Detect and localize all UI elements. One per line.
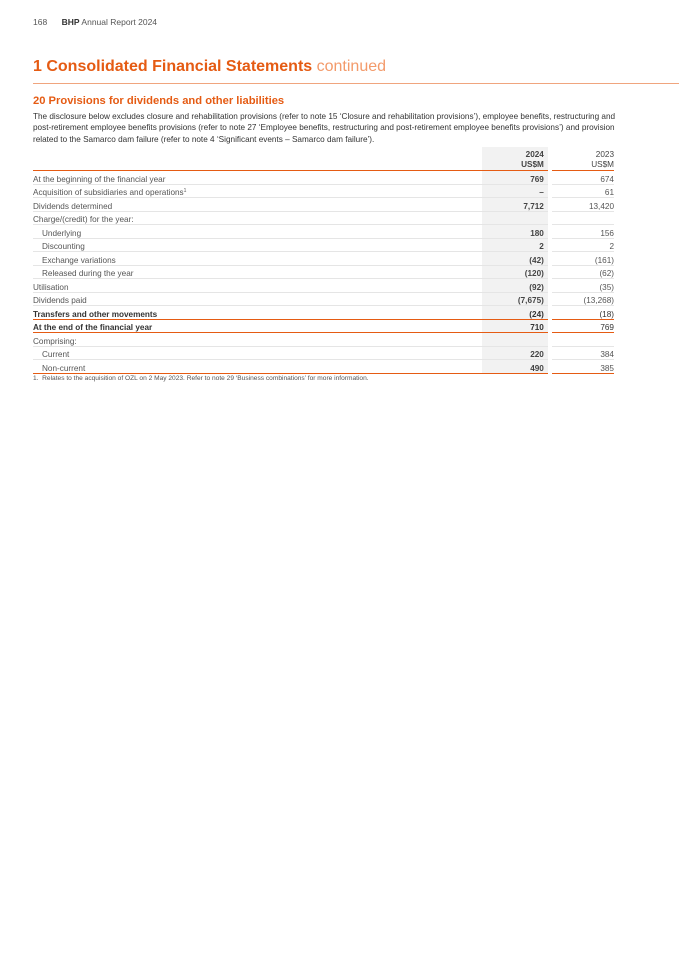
value-2024: (92)	[482, 279, 548, 293]
total-row	[33, 319, 614, 333]
value-2024	[482, 333, 548, 347]
value-2023: (13,268)	[552, 292, 614, 306]
value-2023: 769	[552, 319, 614, 333]
value-2023: 674	[552, 171, 614, 185]
page-title	[33, 58, 386, 76]
row-label: At the beginning of the financial year	[33, 171, 482, 185]
section-intro: The disclosure below excludes closure and rehabilitation provisions (refer to note 15 ‘Closure and rehabilitation provisions’), employee benefits, restructuring and post-retirement employee benefits provisions (refer to note 27 ‘Employee benefits, restructuring and post-retirement employee benefits provisions’) and provision related to the Samarco dam failure (refer to note 4 ‘Significant events – Samarco dam failure’).	[33, 112, 616, 144]
row-label: Non-current	[33, 360, 482, 374]
table-row	[33, 360, 614, 374]
value-2023: (35)	[552, 279, 614, 293]
table-row	[33, 225, 614, 239]
table-row	[33, 198, 614, 212]
value-2024	[482, 211, 548, 225]
label-column-header	[33, 147, 482, 171]
row-label: At the end of the financial year	[33, 319, 482, 333]
column-year-2024: 2024	[525, 150, 544, 159]
table-row	[33, 333, 614, 347]
table-row	[33, 252, 614, 266]
title-divider	[33, 83, 679, 84]
table-row	[33, 292, 614, 306]
value-2024: 2	[482, 238, 548, 252]
page-number: 168	[33, 17, 48, 27]
value-2024: 710	[482, 319, 548, 333]
row-label: Underlying	[33, 225, 482, 239]
row-label: Acquisition of subsidiaries and operations$^1$	[33, 184, 482, 198]
table-header-row	[33, 147, 614, 171]
table-row	[33, 238, 614, 252]
value-2023: (18)	[552, 306, 614, 320]
footnote-ref: 1	[183, 188, 187, 194]
value-2024: (120)	[482, 265, 548, 279]
value-2024: (24)	[482, 306, 548, 320]
section-heading: 20 Provisions for dividends and other liabilities	[33, 95, 285, 107]
footnote: 1. Relates to the acquisition of OZL on 2 May 2023. Refer to note 29 ‘Business combinations’ for more information.	[33, 375, 369, 382]
column-header-2023	[552, 147, 614, 171]
column-year-2023: 2023	[595, 150, 614, 159]
value-2024: (42)	[482, 252, 548, 266]
table-row	[33, 265, 614, 279]
page-title-continued: continued	[316, 58, 387, 75]
row-label: Transfers and other movements	[33, 306, 482, 320]
row-label: Comprising:	[33, 333, 482, 347]
value-2024: 180	[482, 225, 548, 239]
value-2023: (62)	[552, 265, 614, 279]
table-row	[33, 279, 614, 293]
row-label: Charge/(credit) for the year:	[33, 211, 482, 225]
value-2024: 490	[482, 360, 548, 374]
report-title: Annual Report 2024	[81, 17, 158, 27]
value-2023: 384	[552, 346, 614, 360]
value-2023: 385	[552, 360, 614, 374]
row-label: Utilisation	[33, 279, 482, 293]
value-2024: 220	[482, 346, 548, 360]
column-unit-2024: US$M	[521, 160, 544, 169]
value-2023: 156	[552, 225, 614, 239]
table-row	[33, 184, 614, 198]
value-2023	[552, 211, 614, 225]
table-row	[33, 346, 614, 360]
value-2023: 61	[552, 184, 614, 198]
value-2024: –	[482, 184, 548, 198]
value-2023	[552, 333, 614, 347]
value-2024: 769	[482, 171, 548, 185]
table-row	[33, 306, 614, 320]
table-row	[33, 211, 614, 225]
column-unit-2023: US$M	[591, 160, 614, 169]
page-title-main: 1 Consolidated Financial Statements	[33, 58, 313, 75]
row-label: Exchange variations	[33, 252, 482, 266]
value-2023: 13,420	[552, 198, 614, 212]
row-label: Current	[33, 346, 482, 360]
value-2024: (7,675)	[482, 292, 548, 306]
value-2023: (161)	[552, 252, 614, 266]
brand-name: BHP	[61, 17, 80, 27]
row-label: Released during the year	[33, 265, 482, 279]
value-2024: 7,712	[482, 198, 548, 212]
page-header	[33, 17, 157, 27]
column-header-2024	[482, 147, 548, 171]
row-label: Dividends paid	[33, 292, 482, 306]
value-2023: 2	[552, 238, 614, 252]
table-row	[33, 171, 614, 185]
row-label: Discounting	[33, 238, 482, 252]
row-label: Dividends determined	[33, 198, 482, 212]
provisions-table	[33, 147, 614, 374]
